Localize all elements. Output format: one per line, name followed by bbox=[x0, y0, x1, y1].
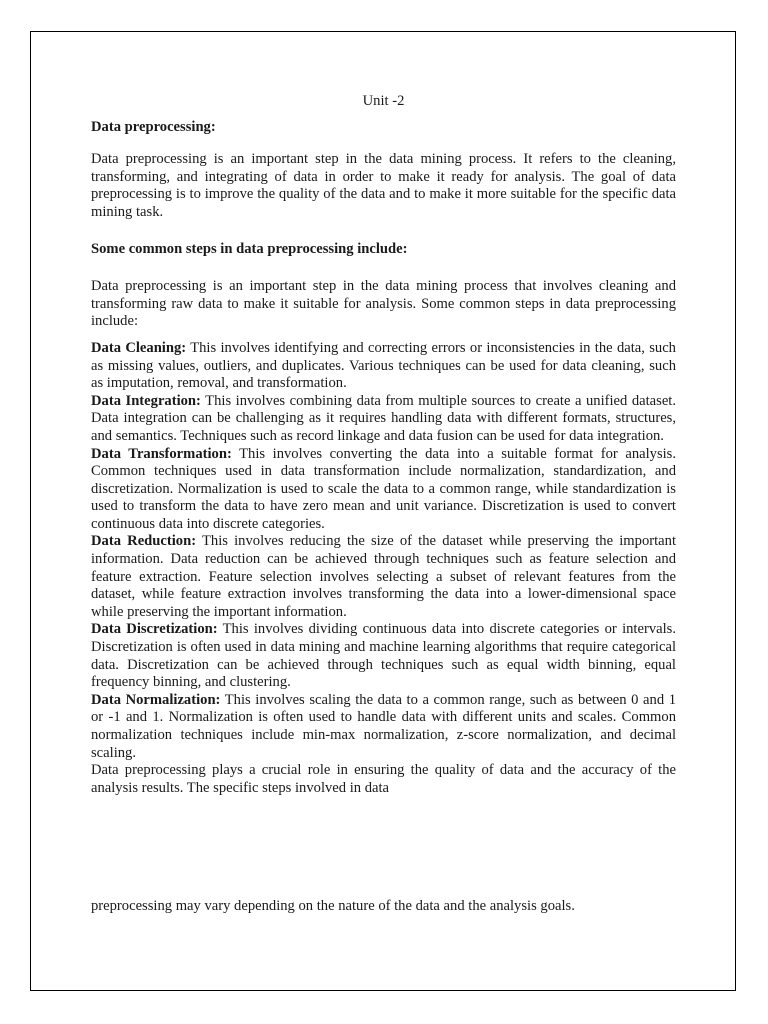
heading-data-preprocessing: Data preprocessing: bbox=[91, 118, 216, 135]
step-data-normalization bbox=[91, 692, 676, 762]
unit-title: Unit -2 bbox=[362, 93, 405, 109]
step-term: Data Discretization: bbox=[91, 621, 218, 638]
step-data-reduction bbox=[91, 533, 676, 621]
step-text: This involves dividing continuous data into discrete categories or intervals. Discretization is often used in data mining and machine learning algorithms that require categorical data. Discretization can be achieved through techniques such as equal width binning, equal frequency binning, and clustering. bbox=[91, 621, 676, 691]
step-term: Data Integration: bbox=[91, 392, 201, 409]
intro-paragraph-2: Data preprocessing is an important step in the data mining process that involves cleaning and transforming raw data to make it suitable for analysis. Some common steps in data preprocessing include: bbox=[91, 278, 676, 330]
closing-paragraph-tail: preprocessing may vary depending on the nature of the data and the analysis goals. bbox=[91, 898, 575, 914]
step-term: Data Reduction: bbox=[91, 533, 197, 550]
step-text: This involves scaling the data to a common range, such as between 0 and 1 or -1 and 1. Normalization is often used to handle data with different units and scales. Common normalization techniques include min-max normalization, z-score normalization, and decimal scaling. bbox=[91, 691, 676, 761]
closing-paragraph: Data preprocessing plays a crucial role in ensuring the quality of data and the accuracy of the analysis results. The specific steps involved in data bbox=[91, 762, 676, 796]
step-text: This involves combining data from multiple sources to create a unified dataset. Data integration can be challenging as it requires handling data with different formats, structures, and semantics. Techniques such as record linkage and data fusion can be used for data integration. bbox=[91, 392, 676, 444]
step-term: Data Transformation: bbox=[91, 445, 232, 462]
step-data-transformation bbox=[91, 446, 676, 534]
step-term: Data Cleaning: bbox=[91, 339, 187, 356]
heading-common-steps: Some common steps in data preprocessing include: bbox=[91, 240, 408, 257]
step-text: This involves converting the data into a suitable format for analysis. Common techniques used in data transformation include normalization, standardization, and discretization. Normalization is used to scale the data to a common range, while standardization is used to transform the data to have zero mean and unit variance. Discretization is used to convert continuous data into discrete categories. bbox=[91, 445, 677, 532]
step-data-integration bbox=[91, 393, 676, 446]
step-data-discretization bbox=[91, 621, 676, 691]
document-body bbox=[91, 93, 676, 797]
step-text: This involves identifying and correcting errors or inconsistencies in the data, such as missing values, outliers, and duplicates. Various techniques can be used for data cleaning, such as imputation, removal, and transformation. bbox=[91, 339, 676, 392]
step-text: This involves reducing the size of the dataset while preserving the important information. Data reduction can be achieved through techniques such as feature selection and feature extraction. Feature selection involves selecting a subset of relevant features from the dataset, while feature extraction involves transforming the data into a lower-dimensional space while preserving the important information. bbox=[91, 533, 676, 620]
intro-paragraph: Data preprocessing is an important step in the data mining process. It refers to the cleaning, transforming, and integrating of data in order to make it ready for analysis. The goal of data preprocessing is to improve the quality of the data and to make it more suitable for the specific data mining task. bbox=[91, 151, 676, 220]
step-data-cleaning bbox=[91, 340, 676, 393]
step-term: Data Normalization: bbox=[91, 691, 221, 708]
